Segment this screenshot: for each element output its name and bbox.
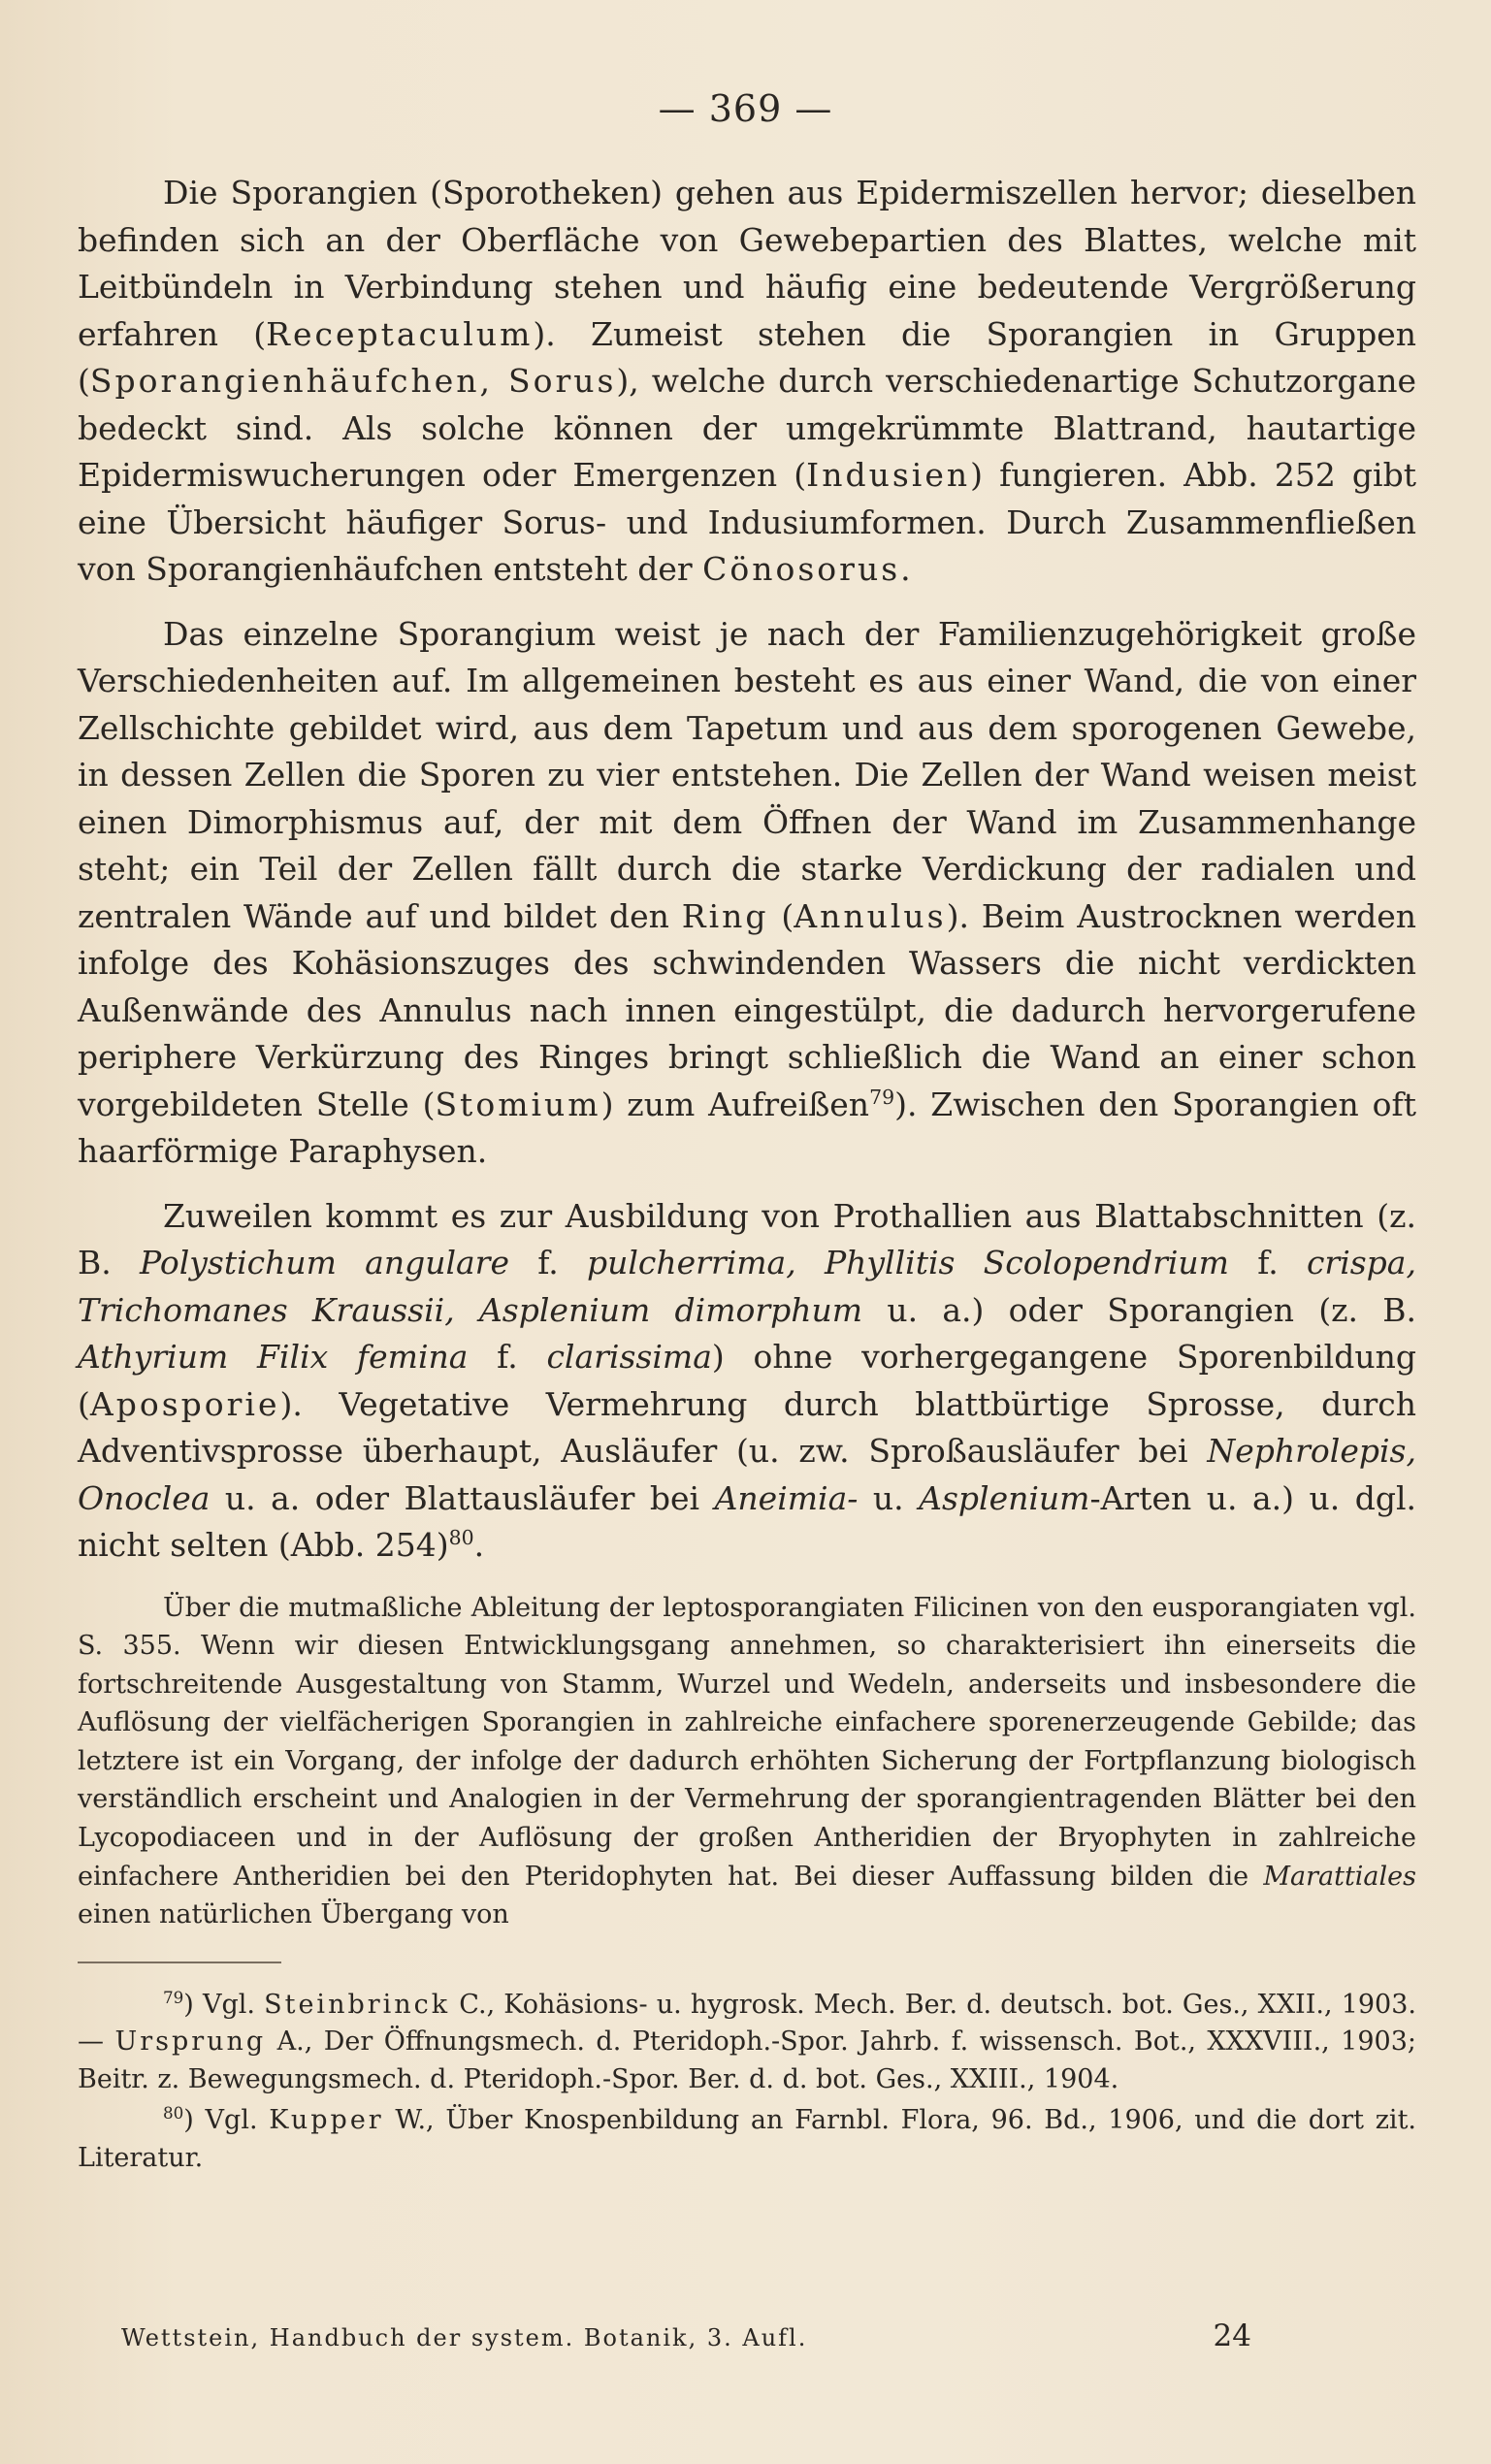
- text-run: f.: [468, 1338, 547, 1376]
- spaced-term: Ursprung: [114, 2026, 267, 2058]
- main-text: [78, 170, 1416, 1570]
- spaced-term: Receptaculum: [266, 314, 534, 353]
- text-run: f.: [1228, 1244, 1307, 1281]
- spaced-term: Annulus: [794, 896, 947, 935]
- spaced-term: Stomium: [435, 1085, 601, 1123]
- text-run: u. a.) oder Sporangien (z. B.: [862, 1290, 1416, 1329]
- footnote-ref: 79: [869, 1085, 895, 1109]
- italic-term: clarissima: [546, 1338, 712, 1376]
- footnote-ref: 79: [163, 1987, 184, 2007]
- footnote-ref: 80: [163, 2103, 184, 2124]
- spaced-term: Kupper: [269, 2105, 384, 2136]
- spaced-term: Sporangienhäufchen, Sorus: [89, 362, 617, 400]
- footnote: [78, 2102, 1416, 2177]
- spaced-term: Ring: [681, 896, 769, 935]
- italic-term: Aneimia-: [714, 1478, 859, 1517]
- footnotes: [78, 1987, 1416, 2178]
- text-run: ) fungieren. Abb. 252 gibt eine Übersicht häufiger Sorus- und Indusiumformen. Durch Zusammenfließen von Sporangienhäufchen entsteht der: [78, 456, 1416, 588]
- text-run: ) Vgl.: [183, 2105, 270, 2136]
- paragraph: [78, 1193, 1416, 1570]
- text-run: ). Zwischen den Sporangien oft haarförmige Paraphysen.: [78, 1085, 1416, 1170]
- footnote: [78, 1987, 1416, 2099]
- italic-term: Asplenium: [919, 1478, 1090, 1517]
- text-run: ). Vegetative Vermehrung durch blattbürtige Sprosse, durch Adventivsprosse überhaupt, Ausläufer (u. zw. Sproßausläufer bei: [78, 1384, 1416, 1470]
- text-run: f.: [509, 1244, 587, 1281]
- text-run: C., Kohäsions- u. hygrosk. Mech. Ber. d. deutsch. bot. Ges., XXII., 1903. —: [78, 1989, 1416, 2058]
- text-run: Die Sporangien (Sporotheken) gehen aus Epidermiszellen hervor; dieselben befinden sich an der Oberfläche von Gewebepartien des Blattes, welche mit Leitbündeln in Verbindung stehen und häufig eine bedeutende Vergrößerung erfahren (: [78, 174, 1416, 353]
- text-run: einen natürlichen Übergang von: [78, 1899, 509, 1930]
- italic-term: Polystichum angulare: [139, 1244, 509, 1281]
- spaced-term: Steinbrinck: [264, 1989, 451, 2020]
- italic-term: Athyrium Filix femina: [78, 1338, 469, 1376]
- footnote-ref: 80: [448, 1526, 474, 1549]
- text-run: ) zum Aufreißen: [600, 1085, 870, 1123]
- text-run: Zuweilen kommt es zur Ausbildung von Prothallien aus Blattabschnitten (z. B.: [78, 1196, 1416, 1281]
- italic-term: Marattiales: [1263, 1861, 1416, 1892]
- text-run: u. a. oder Blattausläufer bei: [210, 1478, 715, 1517]
- italic-term: Nephrolepis, Onoclea: [78, 1432, 1416, 1517]
- spaced-term: Aposporie: [89, 1384, 280, 1423]
- text-run: .: [473, 1526, 485, 1564]
- text-run: ), welche durch verschiedenartige Schutzorgane bedeckt sind. Als solche können der umgekrümmte Blattrand, hautartige Epidermiswucherungen oder Emergenzen (: [78, 362, 1416, 494]
- small-print-paragraph: [78, 1589, 1416, 1934]
- text-run: u.: [858, 1478, 920, 1517]
- page-footer: [121, 2318, 1251, 2353]
- paragraph: [78, 611, 1416, 1176]
- text-run: Das einzelne Sporangium weist je nach der Familienzugehörigkeit große Verschiedenheiten auf. Im allgemeinen besteht es aus einer Wand, die von einer Zellschichte gebildet wird, aus dem Tapetum und aus dem sporogenen Gewebe, in dessen Zellen die Sporen zu vier entstehen. Die Zellen der Wand weisen meist einen Dimorphismus auf, der mit dem Öffnen der Wand im Zusammenhange steht; ein Teil der Zellen fällt durch die starke Verdickung der radialen und zentralen Wände auf und bildet den: [78, 614, 1416, 935]
- text-run: ). Zumeist stehen die Sporangien in Gruppen (: [78, 314, 1416, 400]
- spaced-term: Cönosorus: [702, 550, 901, 588]
- text-run: W., Über Knospenbildung an Farnbl. Flora, 96. Bd., 1906, und die dort zit. Literatur.: [78, 2105, 1416, 2173]
- italic-term: pulcherrima, Phyllitis Scolopendrium: [586, 1244, 1229, 1281]
- page-number: — 369 —: [658, 87, 833, 130]
- text-run: Über die mutmaßliche Ableitung der leptosporangiaten Filicinen von den eusporangiaten vgl. S. 355. Wenn wir diesen Entwicklungsgang annehmen, so charakterisiert ihn einerseits die fortschreitende Ausgestaltung von Stamm, Wurzel und Wedeln, anderseits und insbesondere die Auflösung der vielfächerigen Sporangien in zahlreiche einfachere sporenerzeugende Gebilde; das letztere ist ein Vorgang, der infolge der dadurch erhöhten Sicherung der Fortpflanzung biologisch verständlich erscheint und Analogien in der Vermehrung der sporangientragenden Blätter bei den Lycopodiaceen und in der Auflösung der großen Antheridien der Bryophyten in zahlreiche einfachere Antheridien bei den Pteridophyten hat. Bei dieser Auffassung bilden die: [78, 1592, 1416, 1892]
- text-run: .: [900, 550, 911, 588]
- text-run: (: [768, 896, 794, 935]
- footer-title: Wettstein, Handbuch der system. Botanik, 3. Aufl.: [121, 2324, 808, 2351]
- text-run: ) Vgl.: [183, 1989, 265, 2020]
- footnote-rule: [78, 1961, 281, 1963]
- page-body: [78, 170, 1416, 2177]
- signature-mark: 24: [1213, 2318, 1251, 2353]
- text-run: ) ohne vorhergegangene Sporenbildung (: [78, 1338, 1416, 1423]
- text-run: A., Der Öffnungsmech. d. Pteridoph.-Spor. Jahrb. f. wissensch. Bot., XXXVIII., 1903; Beitr. z. Bewegungsmech. d. Pteridoph.-Spor. Ber. d. d. bot. Ges., XXIII., 1904.: [78, 2026, 1416, 2094]
- italic-term: crispa, Trichomanes Kraussii, Asplenium dimorphum: [78, 1244, 1416, 1329]
- text-run: -Arten u. a.) u. dgl. nicht selten (Abb. 254): [78, 1478, 1416, 1564]
- paragraph: [78, 170, 1416, 594]
- spaced-term: Indusien: [806, 456, 971, 494]
- text-run: ). Beim Austrocknen werden infolge des Kohäsionszuges des schwindenden Wassers die nicht verdickten Außenwände des Annulus nach innen eingestülpt, die dadurch hervorgerufene periphere Verkürzung des Ringes bringt schließlich die Wand an einer schon vorgebildeten Stelle (: [78, 896, 1416, 1123]
